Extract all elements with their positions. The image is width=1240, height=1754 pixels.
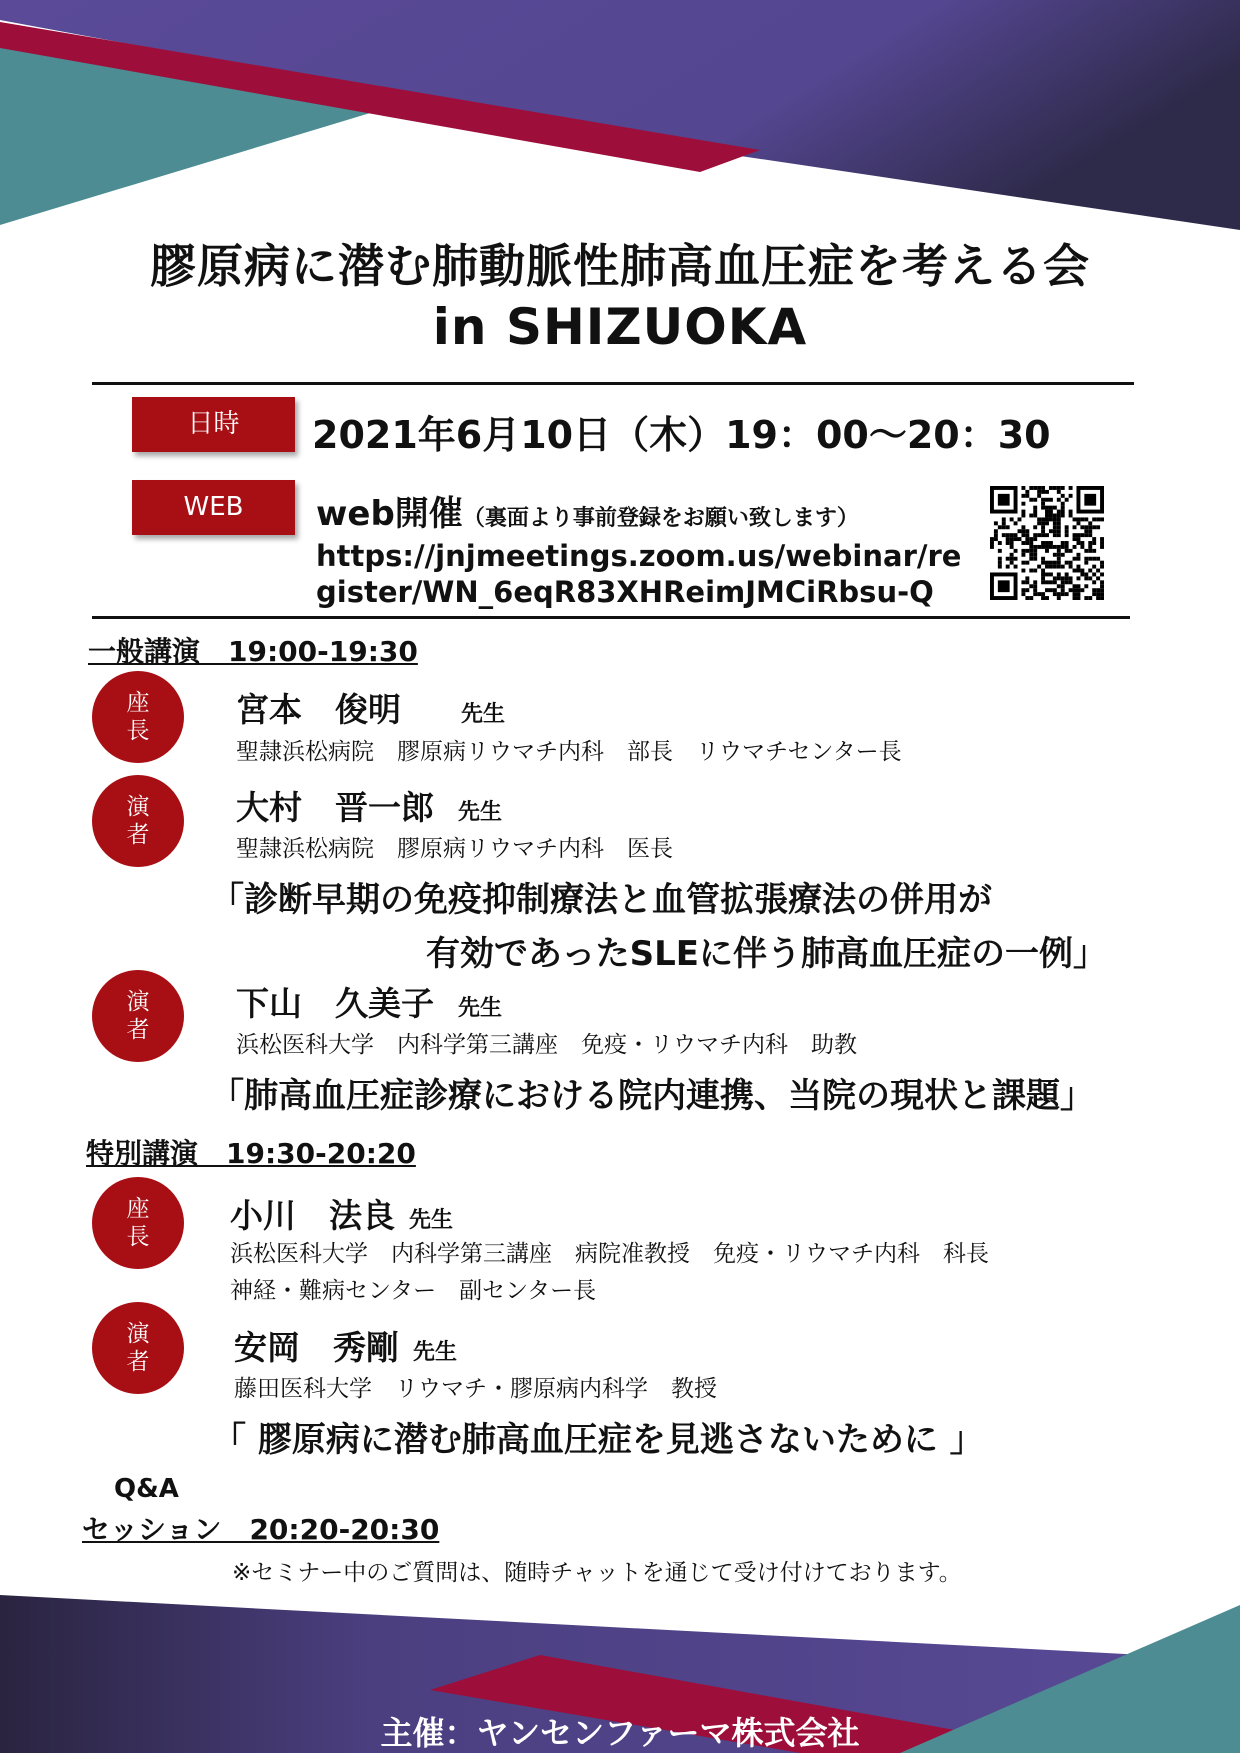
webinar-url-line1[interactable]: https://jnjmeetings.zoom.us/webinar/re: [316, 539, 962, 573]
honorific: 先生: [458, 800, 503, 825]
badge-char: 演: [126, 794, 150, 820]
qa-label: Q&A: [114, 1474, 179, 1504]
badge-char: 者: [126, 1017, 150, 1043]
badge-char: 長: [126, 718, 150, 744]
qa-note: ※セミナー中のご質問は、随時チャットを通じて受け付けております。: [232, 1560, 962, 1586]
special-speaker-affiliation: 藤田医科大学 リウマチ・膠原病内科学 教授: [234, 1376, 717, 1402]
qa-session-header: セッション 20:20-20:30: [82, 1513, 440, 1546]
badge-char: 長: [126, 1224, 150, 1250]
chair-affiliation: 聖隷浜松病院 膠原病リウマチ内科 部長 リウマチセンター長: [236, 739, 902, 765]
event-title-line1: 膠原病に潜む肺動脈性肺高血圧症を考える会: [150, 239, 1090, 293]
divider-top: [92, 382, 1134, 385]
speaker-badge: [92, 1302, 184, 1394]
event-title-line2: in SHIZUOKA: [432, 298, 808, 356]
honorific: 先生: [409, 1208, 454, 1233]
lecture1-title-line1: 「診断早期の免疫抑制療法と血管拡張療法の併用が: [210, 880, 992, 920]
lecture2-title: 「肺高血圧症診療における院内連携、当院の現状と課題」: [210, 1076, 1094, 1116]
special-lecture-header: 特別講演 19:30-20:20: [86, 1137, 416, 1170]
speaker-badge: [92, 970, 184, 1062]
special-speaker-name-row: [234, 1322, 457, 1369]
web-heading: [316, 486, 859, 535]
divider-bottom: [92, 616, 1130, 619]
chair-name-row: [236, 684, 505, 731]
special-speaker-name: 安岡 秀剛: [234, 1328, 399, 1367]
badge-char: 者: [126, 1349, 150, 1375]
web-tag: WEB: [132, 480, 295, 535]
speaker1-affiliation: 聖隷浜松病院 膠原病リウマチ内科 医長: [236, 836, 673, 862]
qr-code-icon[interactable]: [990, 486, 1104, 600]
special-chair-affiliation-line2: 神経・難病センター 副センター長: [230, 1278, 597, 1304]
special-chair-name: 小川 法良: [230, 1196, 395, 1235]
chair-badge: [92, 1177, 184, 1269]
datetime-value: 2021年6月10日（木）19：00～20：30: [312, 413, 1051, 457]
speaker2-name-row: [236, 978, 502, 1025]
special-chair-name-row: [230, 1190, 453, 1237]
chair-name: 宮本 俊明: [236, 690, 401, 729]
web-note-text: （裏面より事前登録をお願い致します）: [462, 506, 859, 531]
badge-char: 座: [126, 1196, 150, 1222]
organizer-footer: 主催：ヤンセンファーマ株式会社: [380, 1714, 860, 1752]
honorific: 先生: [461, 702, 506, 727]
speaker2-name: 下山 久美子: [236, 984, 434, 1023]
speaker2-affiliation: 浜松医科大学 内科学第三講座 免疫・リウマチ内科 助教: [236, 1032, 857, 1058]
speaker-badge: [92, 775, 184, 867]
honorific: 先生: [413, 1340, 458, 1365]
special-chair-affiliation-line1: 浜松医科大学 内科学第三講座 病院准教授 免疫・リウマチ内科 科長: [230, 1241, 989, 1267]
badge-char: 者: [126, 822, 150, 848]
badge-char: 演: [126, 1321, 150, 1347]
speaker1-name-row: [236, 782, 502, 829]
web-main-text: web開催: [316, 494, 463, 534]
honorific: 先生: [458, 996, 503, 1021]
badge-char: 演: [126, 989, 150, 1015]
special-lecture-title: 「 膠原病に潜む肺高血圧症を見逃さないために 」: [212, 1420, 984, 1460]
speaker1-name: 大村 晋一郎: [236, 788, 434, 827]
badge-char: 座: [126, 690, 150, 716]
general-lecture-header: 一般講演 19:00-19:30: [88, 635, 418, 668]
chair-badge: [92, 671, 184, 763]
lecture1-title-line2: 有効であったSLEに伴う肺高血圧症の一例」: [426, 934, 1108, 974]
datetime-tag: 日時: [132, 397, 295, 452]
webinar-url-line2[interactable]: gister/WN_6eqR83XHReimJMCiRbsu-Q: [316, 575, 934, 609]
